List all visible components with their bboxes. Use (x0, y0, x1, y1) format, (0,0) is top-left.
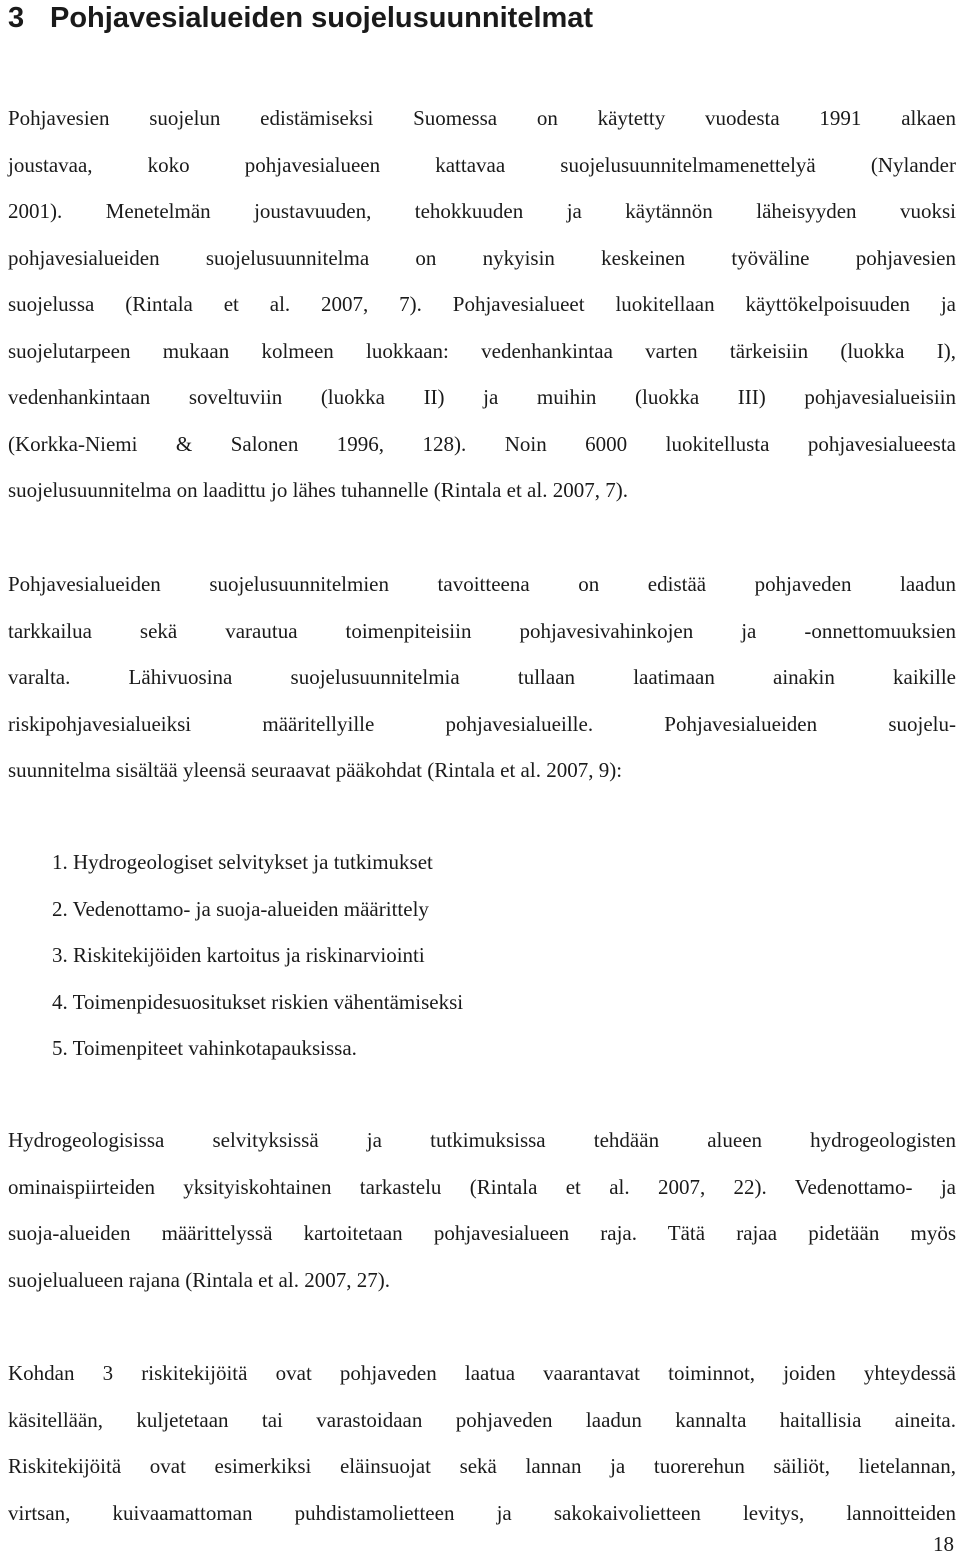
paragraph-hydrogeology (8, 1117, 956, 1303)
paragraph-line: Hydrogeologisissa selvityksissä ja tutkimuksissa tehdään alueen hydrogeologisten (8, 1128, 956, 1152)
paragraph-line: suojelutarpeen mukaan kolmeen luokkaan: vedenhankintaa varten tärkeisiin (luokka I), (8, 338, 956, 363)
main-points-list (52, 839, 463, 1072)
paragraph-intro (8, 95, 956, 514)
paragraph-line: joustavaa, koko pohjavesialueen kattavaa suojelusuunnitelmamenettelyä (Nylander (8, 152, 956, 177)
list-item: 2. Vedenottamo- ja suoja-alueiden määrittely (52, 896, 429, 921)
section-number: 3 (8, 2, 25, 34)
paragraph-line: virtsan, kuivaamattoman puhdistamolietteen ja sakokaivolietteen levitys, lannoitteiden (8, 1500, 956, 1525)
paragraph-line: suojelussa (Rintala et al. 2007, 7). Pohjavesialueet luokitellaan käyttökelpoisuuden ja (8, 292, 956, 316)
paragraph-line: suojelualueen rajana (Rintala et al. 2007, 27). (8, 1267, 390, 1292)
paragraph-goals (8, 561, 956, 794)
paragraph-line: ominaispiirteiden yksityiskohtainen tarkastelu (Rintala et al. 2007, 22). Vedenottamo- ja (8, 1174, 956, 1199)
paragraph-line: Kohdan 3 riskitekijöitä ovat pohjaveden laatua vaarantavat toiminnot, joiden yhteydessä (8, 1361, 956, 1385)
list-item: 4. Toimenpidesuositukset riskien vähentämiseksi (52, 989, 464, 1014)
paragraph-line: suojelusuunnitelma on laadittu jo lähes tuhannelle (Rintala et al. 2007, 7). (8, 478, 628, 502)
paragraph-line: Pohjavesien suojelun edistämiseksi Suomessa on käytetty vuodesta 1991 alkaen (8, 106, 956, 130)
paragraph-line: (Korkka-Niemi & Salonen 1996, 128). Noin 6000 luokitellusta pohjavesialueesta (8, 431, 956, 456)
paragraph-line: käsitellään, kuljetetaan tai varastoidaan pohjaveden laadun kannalta haitallisia aineita. (8, 1407, 956, 1432)
paragraph-line: tarkkailua sekä varautua toimenpiteisiin pohjavesivahinkojen ja -onnettomuuksien (8, 618, 956, 643)
paragraph-line: Riskitekijöitä ovat esimerkiksi eläinsuojat sekä lannan ja tuorerehun säiliöt, lietelannan, (8, 1454, 956, 1478)
page-number: 18 (933, 1532, 954, 1556)
paragraph-line: varalta. Lähivuosina suojelusuunnitelmia tullaan laatimaan ainakin kaikille (8, 665, 956, 689)
paragraph-line: vedenhankintaan soveltuviin (luokka II) ja muihin (luokka III) pohjavesialueisiin (8, 385, 956, 409)
paragraph-line: riskipohjavesialueiksi määritellyille pohjavesialueille. Pohjavesialueiden suojelu- (8, 711, 956, 736)
list-item: 1. Hydrogeologiset selvitykset ja tutkimukset (52, 850, 433, 874)
paragraph-risk-factors (8, 1350, 956, 1536)
section-title: Pohjavesialueiden suojelusuunnitelmat (50, 2, 594, 34)
paragraph-line: 2001). Menetelmän joustavuuden, tehokkuuden ja käytännön läheisyyden vuoksi (8, 199, 956, 223)
paragraph-line: Pohjavesialueiden suojelusuunnitelmien tavoitteena on edistää pohjaveden laadun (8, 572, 956, 596)
paragraph-line: suoja-alueiden määrittelyssä kartoitetaan pohjavesialueen raja. Tätä rajaa pidetään myös (8, 1221, 956, 1245)
paragraph-line: pohjavesialueiden suojelusuunnitelma on nykyisin keskeinen työväline pohjavesien (8, 245, 956, 270)
list-item: 3. Riskitekijöiden kartoitus ja riskinarviointi (52, 943, 425, 967)
list-item: 5. Toimenpiteet vahinkotapauksissa. (52, 1036, 357, 1060)
paragraph-line: suunnitelma sisältää yleensä seuraavat pääkohdat (Rintala et al. 2007, 9): (8, 758, 623, 782)
section-heading (8, 0, 593, 38)
